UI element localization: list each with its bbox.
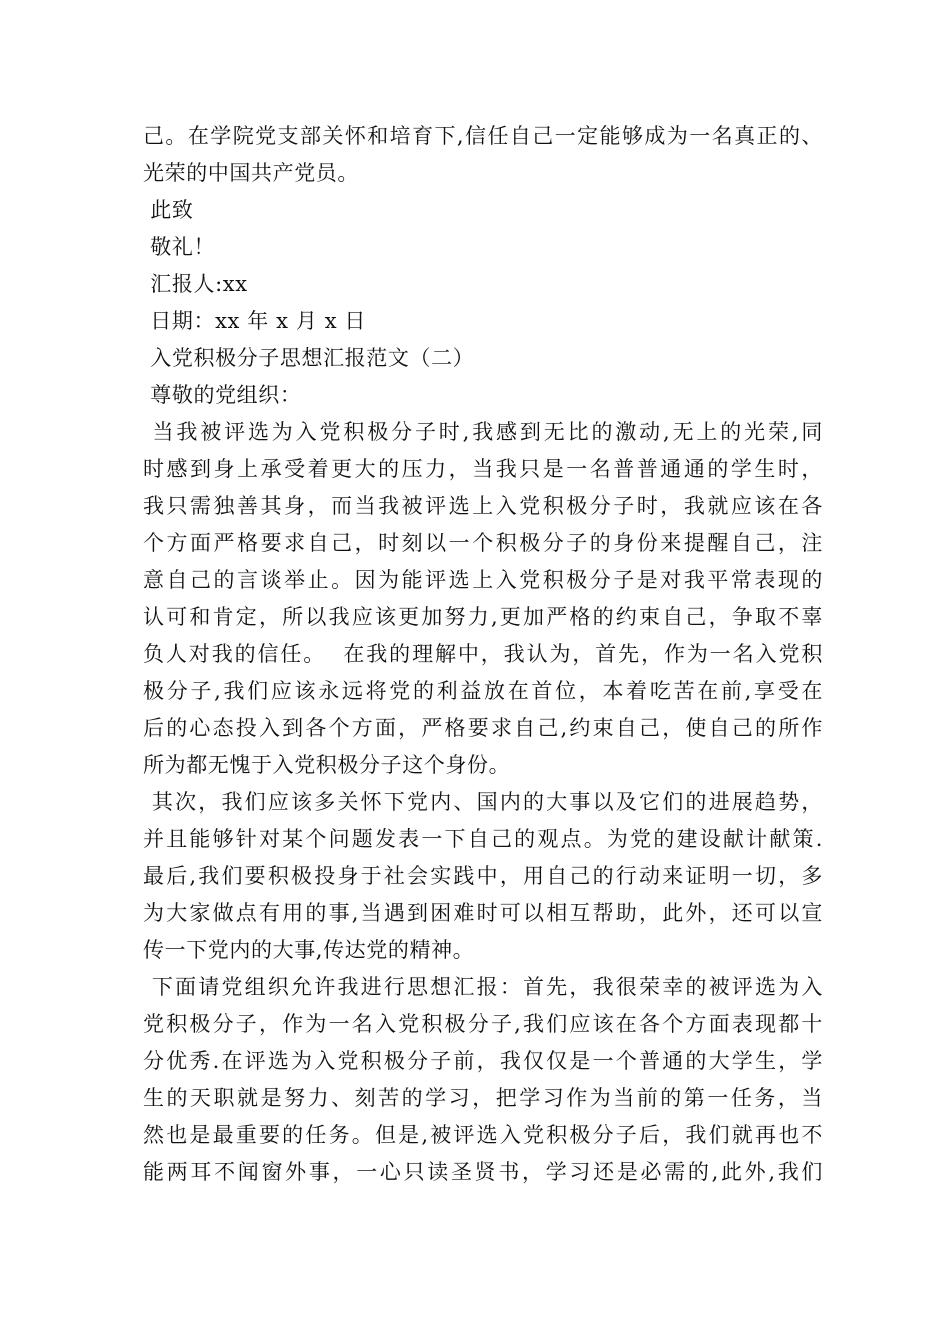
text-line: 极分子,我们应该永远将党的利益放在首位，本着吃苦在前,享受在: [143, 679, 823, 703]
text-line: 下面请党组织允许我进行思想汇报：首先，我很荣幸的被评选为入: [143, 975, 823, 999]
text-line: 意自己的言谈举止。因为能评选上入党积极分子是对我平常表现的: [143, 568, 823, 592]
document-body: [143, 118, 823, 1191]
text-line: 为大家做点有用的事,当遇到困难时可以相互帮助，此外，还可以宣: [143, 901, 823, 925]
greeting: 尊敬的党组织：: [143, 383, 302, 407]
text-line: 所为都无愧于入党积极分子这个身份。: [143, 753, 511, 777]
text-line: 党积极分子，作为一名入党积极分子,我们应该在各个方面表现都十: [143, 1012, 823, 1036]
text-line: 能两耳不闻窗外事，一心只读圣贤书，学习还是必需的,此外,我们: [143, 1160, 823, 1184]
text-line: 生的天职就是努力、刻苦的学习，把学习作为当前的第一任务，当: [143, 1086, 823, 1110]
text-line: 后的心态投入到各个方面，严格要求自己,约束自己，使自己的所作: [143, 716, 823, 740]
text-line: 我只需独善其身，而当我被评选上入党积极分子时，我就应该在各: [143, 494, 823, 518]
closing-salutation: 敬礼！: [143, 235, 216, 259]
text-line: 当我被评选为入党积极分子时,我感到无比的激动,无上的光荣,同: [143, 420, 823, 444]
reporter-signature: 汇报人:xx: [143, 272, 248, 296]
text-line: 认可和肯定，所以我应该更加努力,更加严格的约束自己，争取不辜: [143, 605, 823, 629]
section-title: 入党积极分子思想汇报范文（二）: [143, 346, 475, 370]
text-line: 最后,我们要积极投身于社会实践中，用自己的行动来证明一切，多: [143, 864, 823, 888]
text-line: 其次，我们应该多关怀下党内、国内的大事以及它们的进展趋势，: [143, 790, 823, 814]
text-line: 并且能够针对某个问题发表一下自己的观点。为党的建设献计献策.: [143, 827, 823, 851]
text-line: 光荣的中国共产党员。: [143, 161, 359, 185]
text-line: 个方面严格要求自己，时刻以一个积极分子的身份来提醒自己，注: [143, 531, 823, 555]
text-line: 时感到身上承受着更大的压力，当我只是一名普普通通的学生时，: [143, 457, 823, 481]
text-line: 然也是最重要的任务。但是,被评选入党积极分子后，我们就再也不: [143, 1123, 823, 1147]
report-date: 日期：xx 年 x 月 x 日: [143, 309, 367, 333]
text-line: 传一下党内的大事,传达党的精神。: [143, 938, 475, 962]
text-line: 己。在学院党支部关怀和培育下,信任自己一定能够成为一名真正的、: [143, 124, 823, 148]
text-line: 分优秀.在评选为入党积极分子前，我仅仅是一个普通的大学生，学: [143, 1049, 823, 1073]
closing-salutation: 此致: [143, 198, 194, 222]
text-line: 负人对我的信任。 在我的理解中，我认为，首先，作为一名入党积: [143, 642, 823, 666]
